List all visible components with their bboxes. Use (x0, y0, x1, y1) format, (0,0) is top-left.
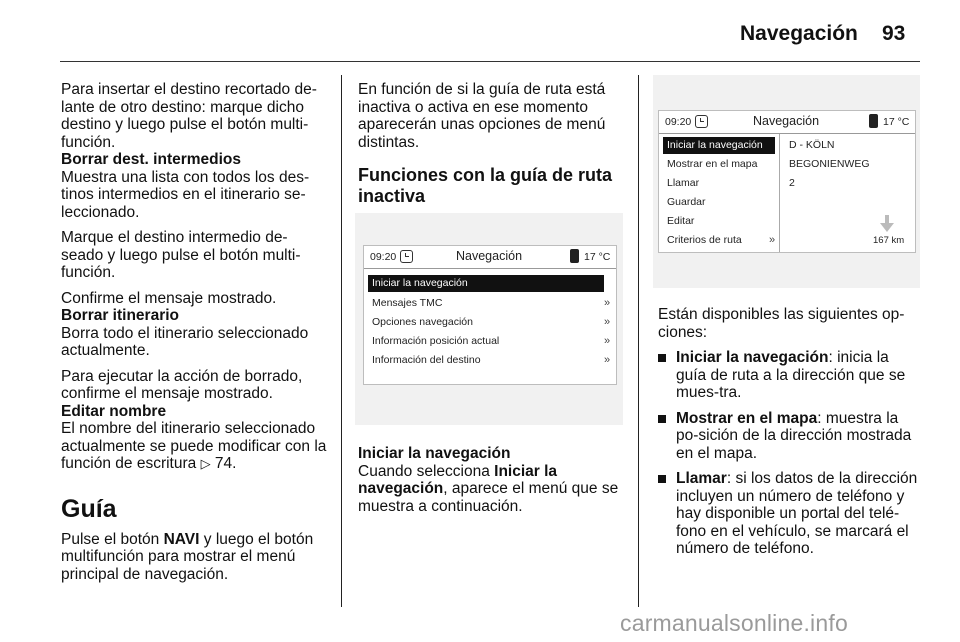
bullet-square-icon (658, 354, 666, 362)
destination-street: BEGONIENWEG (789, 158, 870, 170)
paragraph: Para ejecutar la acción de borrado, confirme el mensaje mostrado. (61, 367, 303, 402)
clock-time: 09:20 (370, 251, 397, 263)
column-3 (658, 306, 922, 558)
paragraph: Confirme el mensaje mostrado. (61, 289, 277, 307)
clock-icon (400, 250, 413, 263)
text: Cuando selecciona (358, 462, 490, 480)
arrow-down-icon (880, 223, 894, 232)
menu-item[interactable]: Editar (667, 215, 695, 227)
screen-figure-2 (653, 75, 920, 288)
destination-number: 2 (789, 177, 795, 189)
menu-item[interactable]: Mensajes TMC (372, 297, 443, 309)
section-heading: Borrar dest. intermedios (61, 151, 242, 168)
bullet-term: Llamar (676, 470, 727, 487)
column-divider (341, 75, 342, 607)
bullet-item (658, 470, 922, 558)
clock-time: 09:20 (665, 116, 692, 128)
section-title: Guía (61, 494, 117, 523)
chevron-right-icon: » (604, 316, 611, 328)
bullet-square-icon (658, 475, 666, 483)
menu-item[interactable]: Iniciar la navegación (663, 137, 775, 154)
paragraph: Están disponibles las siguientes op-ciones: (658, 306, 905, 341)
text: , aparece el menú que se muestra a continuación. (358, 480, 619, 515)
watermark-url: carmanualsonline.info (620, 610, 848, 636)
thermometer-icon (869, 114, 878, 128)
destination-city: D - KÖLN (789, 139, 835, 151)
menu-item[interactable]: Criterios de ruta (667, 234, 742, 246)
section-heading: Editar nombre (61, 402, 167, 420)
paragraph (358, 463, 626, 516)
page-number: 93 (882, 22, 906, 45)
menu-item[interactable]: Guardar (667, 196, 706, 208)
page-reference-icon: ▷ (200, 456, 211, 471)
text: Pulse el botón (61, 530, 160, 548)
column-1 (61, 81, 329, 583)
menu-item[interactable]: Mostrar en el mapa (667, 158, 758, 170)
paragraph: Para insertar el destino recortado de-lante de otro destino: marque dicho destino y luego pulse el botón multi-función. (61, 81, 317, 151)
chevron-right-icon: » (604, 297, 611, 309)
menu-term: Iniciar la navegación (358, 462, 558, 497)
page-reference: 74. (214, 455, 237, 472)
display-screen (658, 110, 916, 253)
paragraph: Borra todo el itinerario seleccionado actualmente. (61, 324, 309, 359)
bullet-text: : si los datos de la dirección incluyen un número de teléfono y hay disponible un portal del telé-fono en el vehículo, se marcará el número de teléfono. (676, 470, 918, 557)
text: y luego el botón multifunción para mostrar el menú principal de navegación. (61, 530, 314, 583)
screen-status-bar (659, 111, 915, 134)
menu-item[interactable]: Llamar (667, 177, 700, 189)
bullet-item (658, 349, 922, 402)
paragraph (61, 531, 329, 584)
paragraph: Marque el destino intermedio de-seado y luego pulse el botón multi-función. (61, 229, 301, 281)
page-header-title: Navegación (740, 22, 858, 45)
panel-divider (779, 134, 780, 252)
column-2-lower (358, 445, 626, 515)
bullet-text: : inicia la guía de ruta a la dirección que se mues-tra. (676, 349, 906, 401)
chevron-right-icon: » (604, 354, 611, 366)
menu-item[interactable]: Opciones navegación (372, 316, 473, 328)
screen-title: Navegación (456, 249, 523, 263)
menu-item[interactable]: Información del destino (372, 354, 481, 366)
button-name: NAVI (163, 530, 200, 548)
display-screen (363, 245, 617, 385)
bullet-term: Iniciar la navegación (676, 349, 829, 366)
header-rule (60, 61, 920, 62)
bullet-text: : muestra la po-sición de la dirección mostrada en el mapa. (676, 409, 912, 462)
distance-readout: 167 km (873, 235, 905, 246)
temperature: 17 °C (883, 116, 910, 128)
column-2 (358, 81, 626, 221)
bullet-term: Mostrar en el mapa (676, 409, 818, 427)
menu-item[interactable]: Información posición actual (372, 335, 500, 347)
paragraph: En función de si la guía de ruta está inactiva o activa en ese momento aparecerán unas opciones de menú distintas. (358, 81, 606, 151)
section-title: Funciones con la guía de ruta inactiva (358, 165, 613, 206)
thermometer-icon (570, 249, 579, 263)
bullet-item (658, 410, 922, 463)
paragraph (61, 420, 329, 473)
menu-item[interactable]: Iniciar la navegación (368, 275, 604, 292)
clock-icon (695, 115, 708, 128)
chevron-right-icon: » (604, 335, 611, 347)
column-divider (638, 75, 639, 607)
temperature: 17 °C (584, 251, 611, 263)
section-heading: Iniciar la navegación (358, 445, 511, 462)
paragraph: Muestra una lista con todos los des-tinos intermedios en el itinerario se-leccionado. (61, 168, 310, 221)
chevron-right-icon: » (769, 234, 776, 246)
bullet-square-icon (658, 415, 666, 423)
section-heading: Borrar itinerario (61, 307, 180, 324)
screen-status-bar (364, 246, 616, 269)
paragraph-text: El nombre del itinerario seleccionado actualmente se puede modificar con la función de escritura (61, 420, 327, 472)
screen-title: Navegación (753, 114, 820, 128)
screen-figure-1 (355, 213, 623, 425)
